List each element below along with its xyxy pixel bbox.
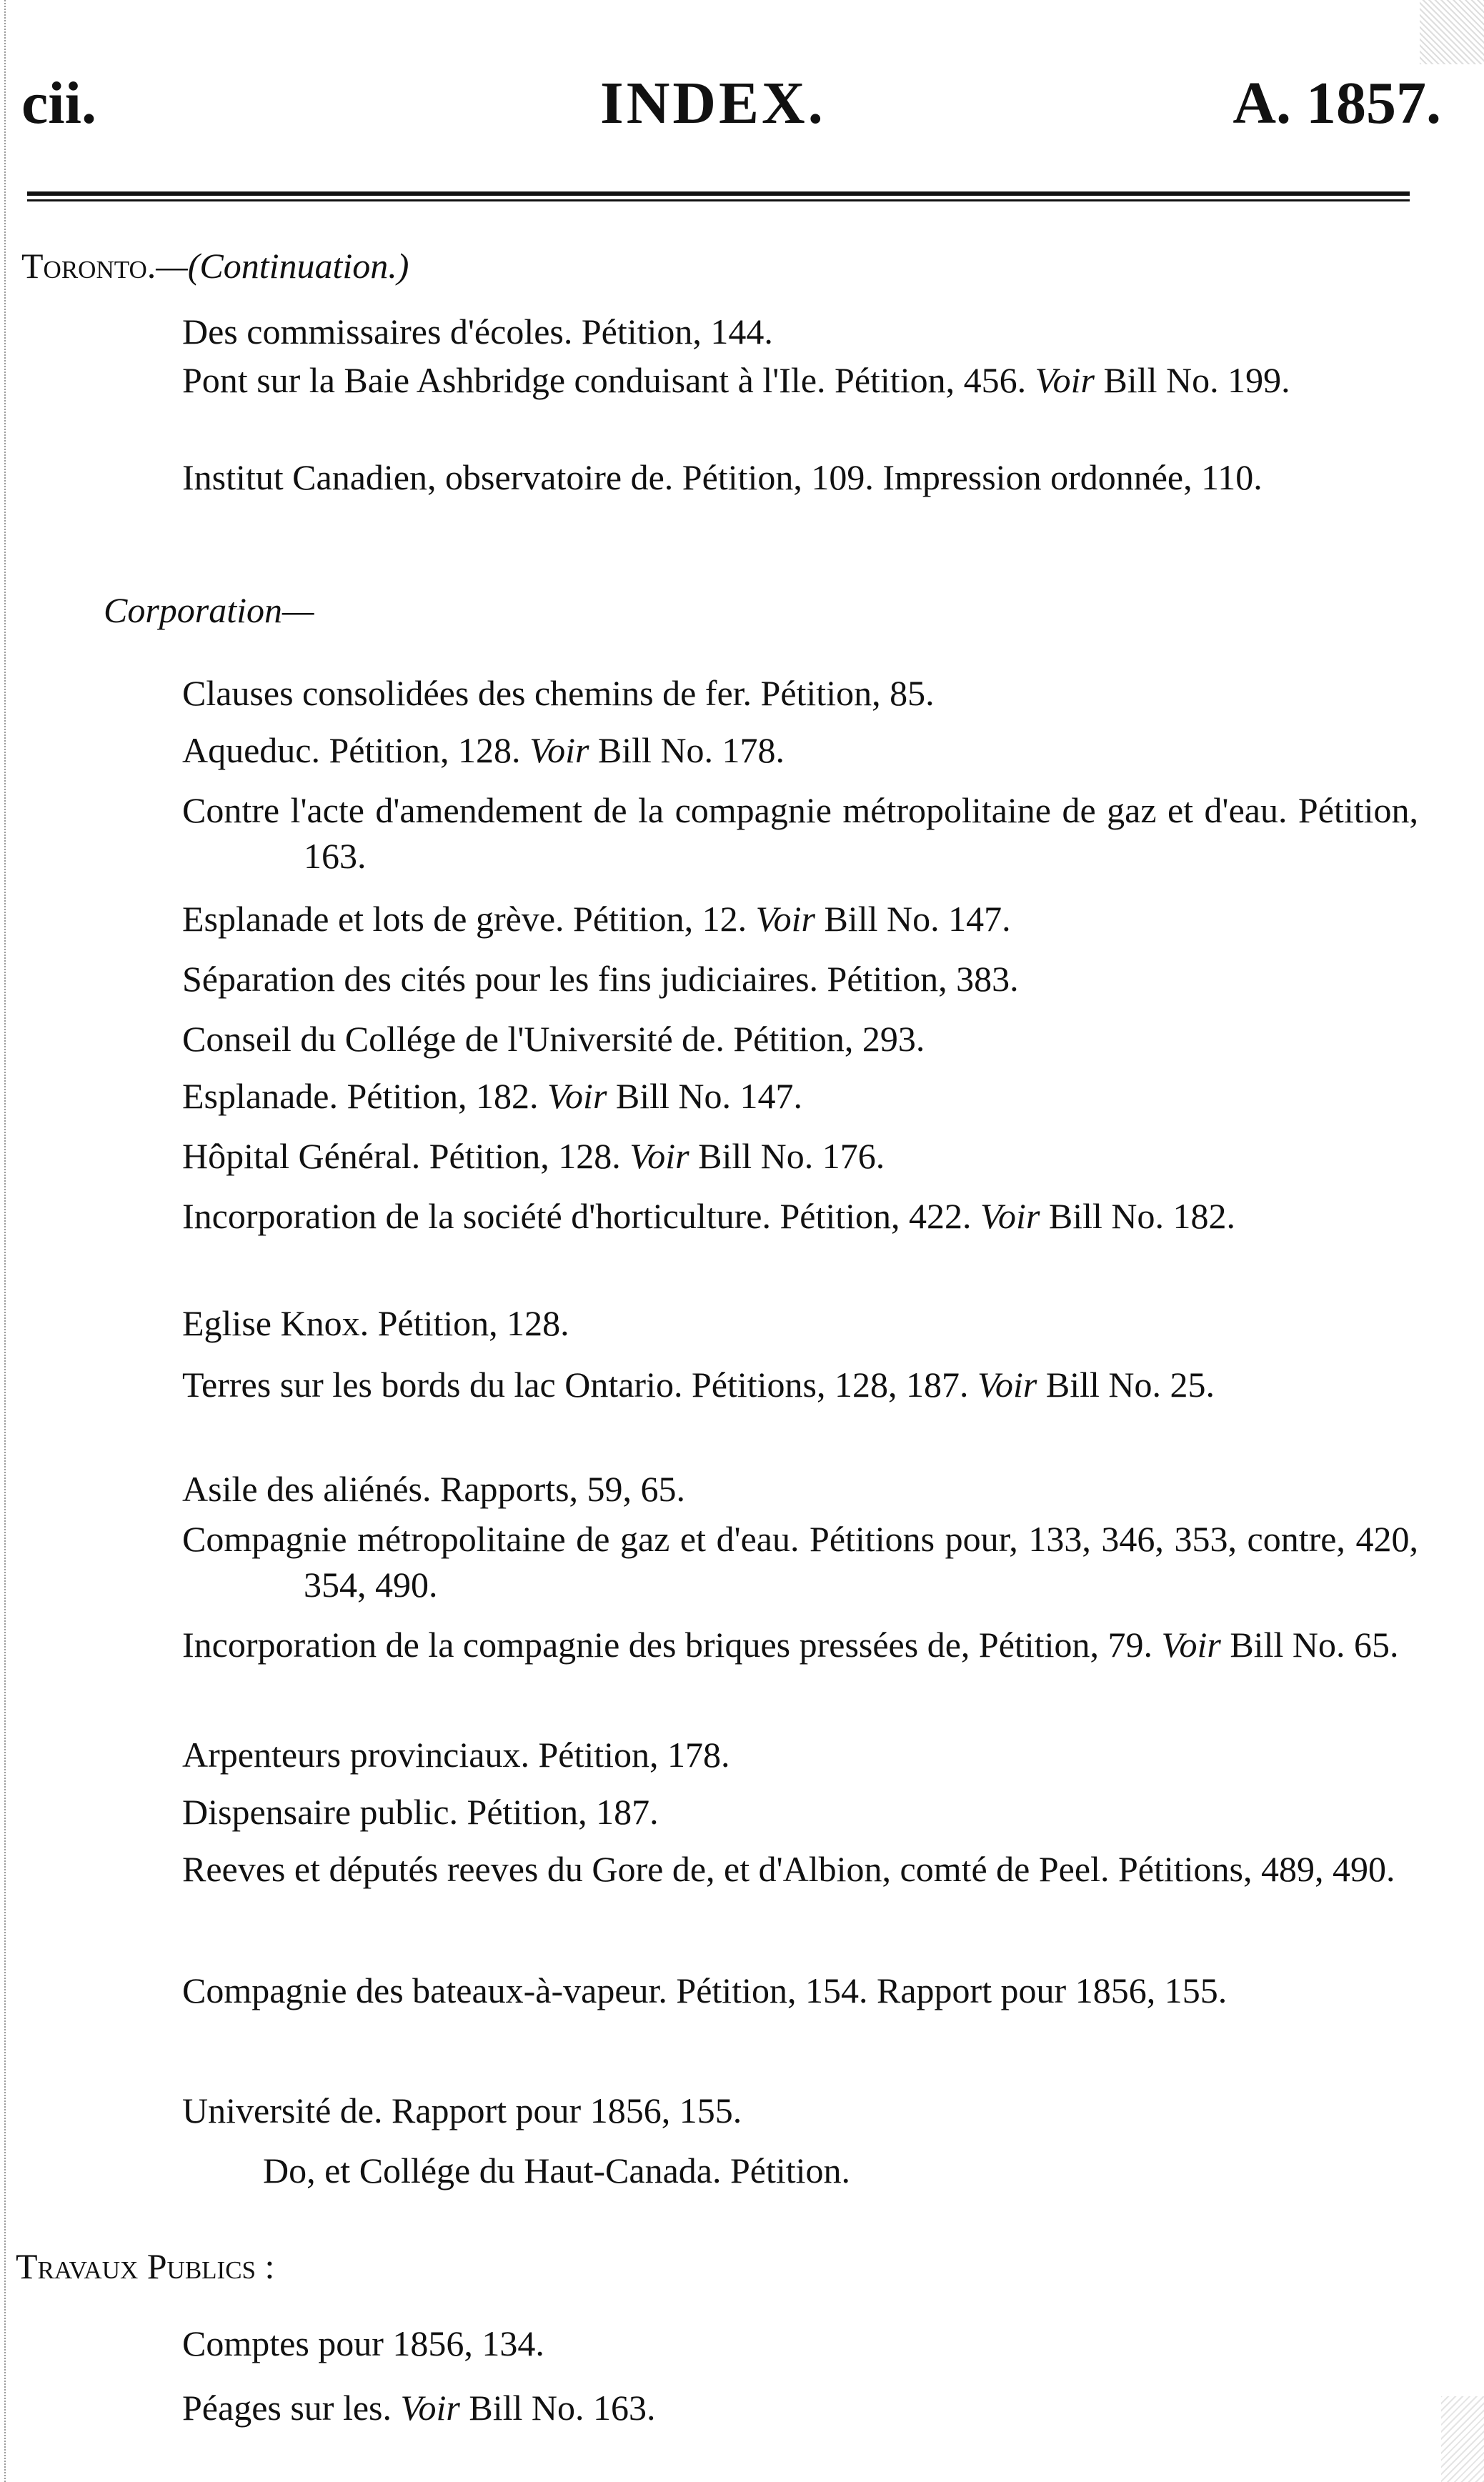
scan-corner-noise [1420, 0, 1484, 64]
index-entry [182, 1362, 1418, 1407]
page-header [21, 64, 1441, 150]
voir-word: Voir [1035, 360, 1095, 400]
voir-word: Voir [547, 1076, 607, 1116]
section-heading-travaux-publics: Travaux Publics : [16, 2246, 275, 2286]
index-entry [182, 2385, 1418, 2431]
section-heading-continuation: —(Continuation.) [156, 246, 409, 286]
entry-text: Hôpital Général. Pétition, 128. Voir Bill No. 176. [182, 1136, 885, 1176]
index-entry [182, 787, 1418, 879]
voir-word: Voir [529, 730, 589, 770]
entry-text: Comptes pour 1856, 134. [182, 2323, 544, 2363]
entry-text: Pont sur la Baie Ashbridge conduisant à l'Ile. Pétition, 456. Voir Bill No. 199. [182, 360, 1290, 400]
entry-text: Aqueduc. Pétition, 128. Voir Bill No. 178. [182, 730, 785, 770]
entry-text: Compagnie des bateaux-à-vapeur. Pétition, 154. Rapport pour 1856, 155. [182, 1970, 1227, 2010]
index-entry [182, 1789, 1418, 1835]
index-entry [182, 1193, 1418, 1239]
index-entry [182, 454, 1418, 500]
entry-text: Contre l'acte d'amendement de la compagnie métropolitaine de gaz et d'eau. Pétition, 163. [182, 790, 1418, 876]
index-entry [182, 1622, 1418, 1668]
index-entry [182, 357, 1418, 403]
entry-text: Incorporation de la société d'horticulture. Pétition, 422. Voir Bill No. 182. [182, 1196, 1236, 1236]
index-entry [182, 309, 1418, 354]
voir-word: Voir [400, 2388, 460, 2428]
page-year: A. 1857. [1232, 70, 1441, 136]
entry-text: Reeves et députés reeves du Gore de, et d'Albion, comté de Peel. Pétitions, 489, 490. [182, 1849, 1395, 1889]
header-rule [27, 191, 1410, 201]
index-entry [182, 727, 1418, 773]
index-entry [182, 1466, 1418, 1512]
entry-text: Dispensaire public. Pétition, 187. [182, 1792, 659, 1832]
page-number: cii. [21, 70, 96, 136]
index-entry [182, 896, 1418, 942]
index-entry [182, 1732, 1418, 1778]
ditto-entry: Do, et Collége du Haut-Canada. Pétition. [263, 2150, 851, 2191]
entry-text: Asile des aliénés. Rapports, 59, 65. [182, 1469, 686, 1509]
index-entry [182, 1516, 1418, 1608]
index-entry [182, 1016, 1418, 1062]
page-title: INDEX. [600, 70, 826, 136]
index-entry [182, 956, 1418, 1002]
index-entry [182, 1073, 1418, 1119]
index-entry [182, 1133, 1418, 1179]
entry-text: Institut Canadien, observatoire de. Pétition, 109. Impression ordonnée, 110. [182, 457, 1263, 497]
entry-text: Arpenteurs provinciaux. Pétition, 178. [182, 1735, 730, 1775]
voir-word: Voir [755, 899, 815, 939]
index-entry [182, 670, 1418, 716]
scan-corner-noise-bottom [1441, 2396, 1484, 2482]
entry-text: Incorporation de la compagnie des briques pressées de, Pétition, 79. Voir Bill No. 65. [182, 1625, 1399, 1665]
index-entry [182, 1300, 1418, 1346]
voir-word: Voir [629, 1136, 689, 1176]
section-heading-text: Toronto. [21, 246, 156, 286]
entry-text: Séparation des cités pour les fins judiciaires. Pétition, 383. [182, 959, 1019, 999]
entry-text: Université de. Rapport pour 1856, 155. [182, 2090, 742, 2130]
entry-text: Clauses consolidées des chemins de fer. Pétition, 85. [182, 673, 935, 713]
entry-text: Esplanade. Pétition, 182. Voir Bill No. 147. [182, 1076, 803, 1116]
voir-word: Voir [977, 1365, 1037, 1405]
voir-word: Voir [980, 1196, 1040, 1236]
subsection-heading-corporation: Corporation— [104, 590, 314, 630]
entry-text: Compagnie métropolitaine de gaz et d'eau. Pétitions pour, 133, 346, 353, contre, 420, 354, 490. [182, 1519, 1418, 1605]
entry-text: Esplanade et lots de grève. Pétition, 12. Voir Bill No. 147. [182, 899, 1011, 939]
section-heading-toronto [21, 243, 409, 289]
entry-text: Des commissaires d'écoles. Pétition, 144. [182, 312, 773, 352]
index-entry [182, 2321, 1418, 2366]
entry-text: Péages sur les. Voir Bill No. 163. [182, 2388, 656, 2428]
entry-text: Conseil du Collége de l'Université de. Pétition, 293. [182, 1019, 925, 1059]
index-entry [182, 2088, 1418, 2133]
voir-word: Voir [1161, 1625, 1221, 1665]
index-entry [182, 1968, 1418, 2013]
index-entry [182, 1846, 1418, 1892]
entry-text: Terres sur les bords du lac Ontario. Pétitions, 128, 187. Voir Bill No. 25. [182, 1365, 1215, 1405]
entry-text: Eglise Knox. Pétition, 128. [182, 1303, 569, 1343]
scan-left-edge [4, 0, 7, 2482]
